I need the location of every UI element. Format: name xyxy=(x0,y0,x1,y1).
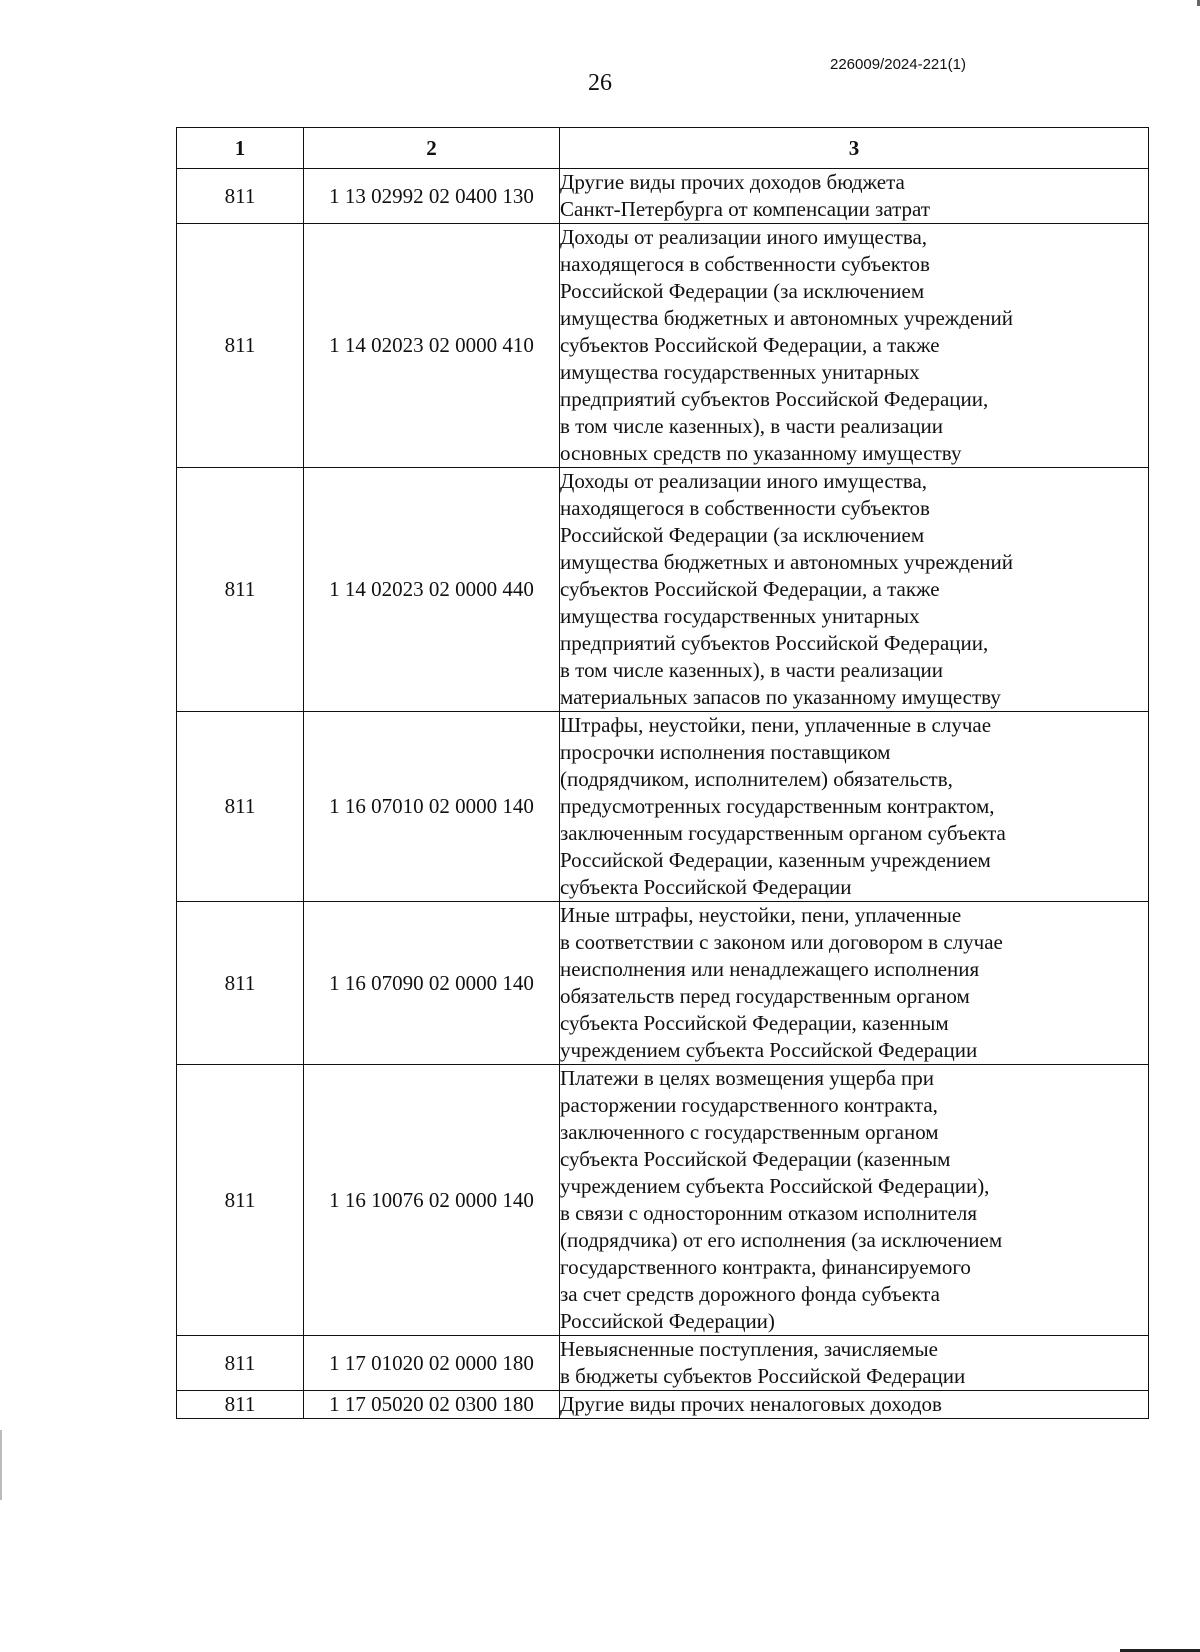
description-line: субъекта Российской Федерации, казенным xyxy=(560,1011,949,1035)
income-codes-table xyxy=(176,127,1149,1419)
description-line: Платежи в целях возмещения ущерба при xyxy=(560,1066,935,1090)
income-code-cell: 1 17 01020 02 0000 180 xyxy=(304,1336,560,1391)
description-line: имущества бюджетных и автономных учреждений xyxy=(560,306,1014,330)
description-line: предприятий субъектов Российской Федерации, xyxy=(560,387,989,411)
admin-code-cell: 811 xyxy=(177,224,304,468)
table-row xyxy=(177,1065,1149,1336)
income-description-cell xyxy=(560,468,1149,712)
description-line: расторжении государственного контракта, xyxy=(560,1093,938,1117)
description-line: Российской Федерации (за исключением xyxy=(560,279,925,303)
description-line: предприятий субъектов Российской Федерации, xyxy=(560,631,989,655)
description-line: в связи с односторонним отказом исполнителя xyxy=(560,1201,977,1225)
admin-code-cell: 811 xyxy=(177,902,304,1065)
description-line: Российской Федерации, казенным учреждением xyxy=(560,848,991,872)
description-line: в том числе казенных), в части реализации xyxy=(560,414,943,438)
admin-code-cell: 811 xyxy=(177,1065,304,1336)
description-line: Российской Федерации) xyxy=(560,1309,775,1333)
description-line: находящегося в собственности субъектов xyxy=(560,252,930,276)
admin-code-cell: 811 xyxy=(177,468,304,712)
income-description-cell xyxy=(560,1336,1149,1391)
description-line: неисполнения или ненадлежащего исполнения xyxy=(560,957,980,981)
description-line: обязательств перед государственным органом xyxy=(560,984,970,1008)
description-line: просрочки исполнения поставщиком xyxy=(560,740,891,764)
description-line: основных средств по указанному имуществу xyxy=(560,441,962,465)
admin-code-cell: 811 xyxy=(177,169,304,224)
scan-edge-mark xyxy=(0,1430,2,1500)
description-line: Невыясненные поступления, зачисляемые xyxy=(560,1337,938,1361)
column-header-2: 2 xyxy=(304,128,560,169)
income-description-cell xyxy=(560,712,1149,902)
description-line: в том числе казенных), в части реализации xyxy=(560,658,943,682)
income-description-cell xyxy=(560,224,1149,468)
description-line: Российской Федерации (за исключением xyxy=(560,523,925,547)
description-line: в бюджеты субъектов Российской Федерации xyxy=(560,1364,966,1388)
description-line: находящегося в собственности субъектов xyxy=(560,496,930,520)
admin-code-cell: 811 xyxy=(177,712,304,902)
income-code-cell: 1 17 05020 02 0300 180 xyxy=(304,1391,560,1419)
table-row xyxy=(177,1391,1149,1419)
column-header-1: 1 xyxy=(177,128,304,169)
description-line: материальных запасов по указанному имуществу xyxy=(560,685,1001,709)
description-line: субъектов Российской Федерации, а также xyxy=(560,333,940,357)
column-header-3: 3 xyxy=(560,128,1149,169)
description-line: имущества государственных унитарных xyxy=(560,604,920,628)
admin-code-cell: 811 xyxy=(177,1336,304,1391)
income-description-cell xyxy=(560,169,1149,224)
description-line: предусмотренных государственным контрактом, xyxy=(560,794,995,818)
description-line: Доходы от реализации иного имущества, xyxy=(560,469,928,493)
description-line: (подрядчика) от его исполнения (за исключением xyxy=(560,1228,1003,1252)
income-code-cell: 1 14 02023 02 0000 410 xyxy=(304,224,560,468)
description-line: Другие виды прочих доходов бюджета xyxy=(560,170,905,194)
income-code-cell: 1 16 07010 02 0000 140 xyxy=(304,712,560,902)
description-line: Санкт-Петербурга от компенсации затрат xyxy=(560,197,931,221)
description-line: государственного контракта, финансируемого xyxy=(560,1255,971,1279)
table-row xyxy=(177,902,1149,1065)
description-line: (подрядчиком, исполнителем) обязательств, xyxy=(560,767,953,791)
income-code-cell: 1 13 02992 02 0400 130 xyxy=(304,169,560,224)
description-line: имущества государственных унитарных xyxy=(560,360,920,384)
description-line: имущества бюджетных и автономных учреждений xyxy=(560,550,1014,574)
income-description-cell xyxy=(560,1391,1149,1419)
description-line: в соответствии с законом или договором в случае xyxy=(560,930,1003,954)
income-code-cell: 1 16 07090 02 0000 140 xyxy=(304,902,560,1065)
description-line: Штрафы, неустойки, пени, уплаченные в случае xyxy=(560,713,992,737)
page-number: 26 xyxy=(588,70,612,96)
table-body xyxy=(177,169,1149,1419)
description-line: заключенного с государственным органом xyxy=(560,1120,939,1144)
description-line: субъекта Российской Федерации xyxy=(560,875,852,899)
table-row xyxy=(177,468,1149,712)
document-id: 226009/2024-221(1) xyxy=(830,56,966,73)
description-line: Иные штрафы, неустойки, пени, уплаченные xyxy=(560,903,962,927)
income-description-cell xyxy=(560,902,1149,1065)
description-line: за счет средств дорожного фонда субъекта xyxy=(560,1282,940,1306)
description-line: субъекта Российской Федерации (казенным xyxy=(560,1147,951,1171)
table-header-row xyxy=(177,128,1149,169)
description-line: учреждением субъекта Российской Федерации), xyxy=(560,1174,990,1198)
table-row xyxy=(177,169,1149,224)
income-code-cell: 1 14 02023 02 0000 440 xyxy=(304,468,560,712)
income-code-cell: 1 16 10076 02 0000 140 xyxy=(304,1065,560,1336)
description-line: заключенным государственным органом субъекта xyxy=(560,821,1006,845)
income-description-cell xyxy=(560,1065,1149,1336)
admin-code-cell: 811 xyxy=(177,1391,304,1419)
description-line: Доходы от реализации иного имущества, xyxy=(560,225,928,249)
description-line: субъектов Российской Федерации, а также xyxy=(560,577,940,601)
description-line: учреждением субъекта Российской Федерации xyxy=(560,1038,978,1062)
table-row xyxy=(177,224,1149,468)
table-row xyxy=(177,1336,1149,1391)
table-row xyxy=(177,712,1149,902)
description-line: Другие виды прочих неналоговых доходов xyxy=(560,1392,942,1416)
